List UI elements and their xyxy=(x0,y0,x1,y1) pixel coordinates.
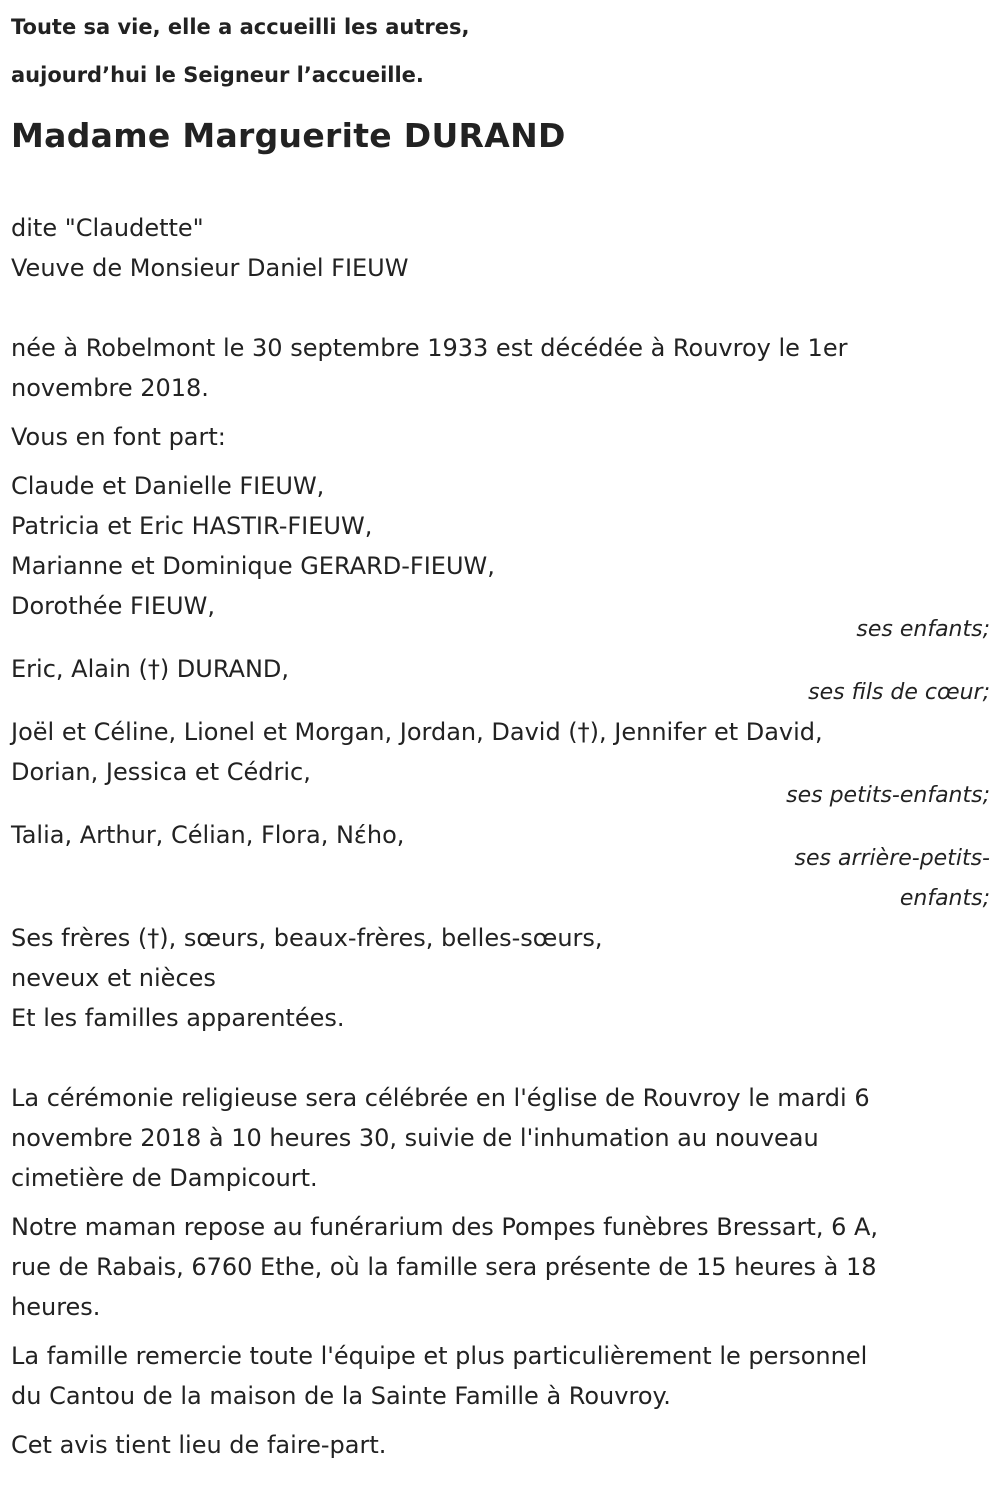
birth-death-line-1: née à Robelmont le 30 septembre 1933 est décédée à Rouvroy le 1er xyxy=(11,334,848,362)
deceased-widow: Veuve de Monsieur Daniel FIEUW xyxy=(11,254,409,282)
deceased-name: Madame Marguerite DURAND xyxy=(11,116,566,155)
ceremony-info xyxy=(11,1078,990,1198)
child-entry: Patricia et Eric HASTIR-FIEUW, xyxy=(11,512,373,540)
birth-death-statement xyxy=(11,328,990,408)
ceremony-line-3: cimetière de Dampicourt. xyxy=(11,1164,318,1192)
announce-text: Vous en font part: xyxy=(11,423,226,451)
thanks-line-2: du Cantou de la maison de la Sainte Famille à Rouvroy. xyxy=(11,1382,671,1410)
relatives-line-3: Et les familles apparentées. xyxy=(11,1004,345,1032)
quote-line-1: Toute sa vie, elle a accueilli les autres, xyxy=(11,15,470,39)
deceased-alias: dite "Claudette" xyxy=(11,214,204,242)
relatives-line-1: Ses frères (†), sœurs, beaux-frères, belles-sœurs, xyxy=(11,924,603,952)
great-grandchildren-entry: Talia, Arthur, Célian, Flora, Nέho, xyxy=(11,821,405,849)
thanks-line-1: La famille remercie toute l'équipe et plus particulièrement le personnel xyxy=(11,1342,868,1370)
grandchildren-entry: Dorian, Jessica et Cédric, xyxy=(11,758,311,786)
ceremony-line-2: novembre 2018 à 10 heures 30, suivie de l'inhumation au nouveau xyxy=(11,1124,819,1152)
child-entry: Dorothée FIEUW, xyxy=(11,592,215,620)
birth-death-line-2: novembre 2018. xyxy=(11,374,209,402)
grandchildren-role: ses petits-enfants; xyxy=(786,783,990,808)
funerarium-line-3: heures. xyxy=(11,1293,101,1321)
great-grandchildren-role-line-1: ses arrière-petits- xyxy=(794,846,990,871)
funerarium-line-1: Notre maman repose au funérarium des Pompes funèbres Bressart, 6 A, xyxy=(11,1213,879,1241)
relatives-line-2: neveux et nièces xyxy=(11,964,216,992)
relatives-block xyxy=(11,918,990,1038)
sons-of-heart-role: ses fils de cœur; xyxy=(808,680,990,705)
quote-line-2: aujourd’hui le Seigneur l’accueille. xyxy=(11,63,424,87)
child-entry: Marianne et Dominique GERARD-FIEUW, xyxy=(11,552,495,580)
grandchildren-entry: Joël et Céline, Lionel et Morgan, Jordan, David (†), Jennifer et David, xyxy=(11,718,823,746)
closing-note: Cet avis tient lieu de faire-part. xyxy=(11,1431,387,1459)
ceremony-line-1: La cérémonie religieuse sera célébrée en l'église de Rouvroy le mardi 6 xyxy=(11,1084,870,1112)
deceased-details xyxy=(11,208,990,288)
children-role: ses enfants; xyxy=(856,617,990,642)
thanks-message xyxy=(11,1336,990,1416)
great-grandchildren-role-line-2: enfants; xyxy=(899,886,990,911)
child-entry: Claude et Danielle FIEUW, xyxy=(11,472,325,500)
opening-quote xyxy=(11,0,990,99)
funerarium-line-2: rue de Rabais, 6760 Ethe, où la famille sera présente de 15 heures à 18 xyxy=(11,1253,877,1281)
funerarium-info xyxy=(11,1207,990,1327)
children-list xyxy=(11,466,990,626)
son-of-heart-entry: Eric, Alain (†) DURAND, xyxy=(11,655,290,683)
